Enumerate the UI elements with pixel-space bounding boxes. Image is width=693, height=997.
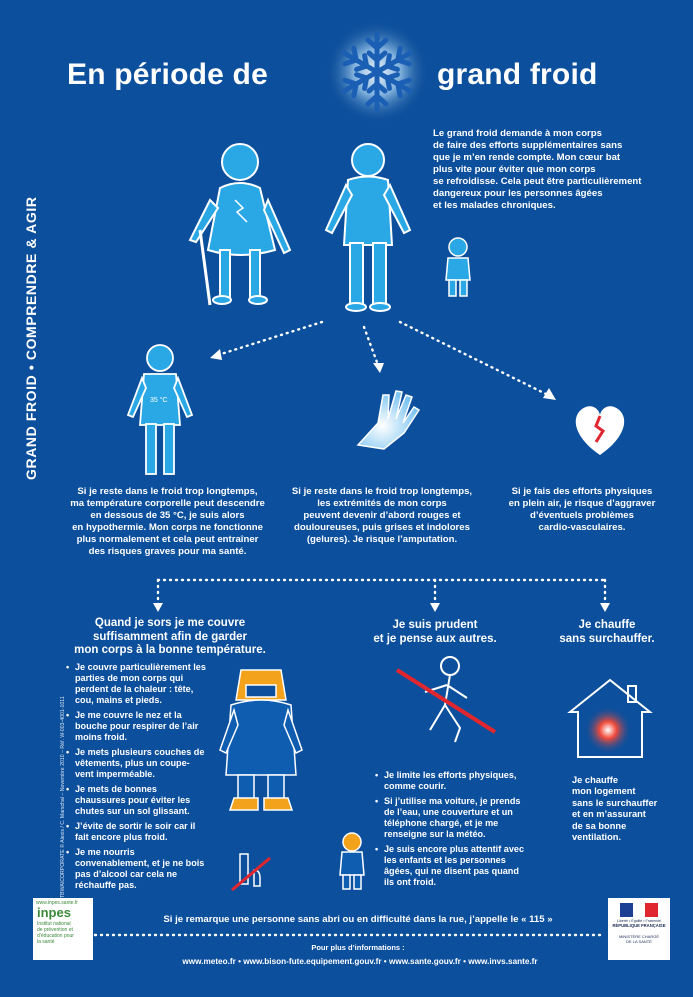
winter-clothes-figure bbox=[216, 665, 306, 815]
broken-heart-icon bbox=[570, 400, 630, 462]
heated-house-icon bbox=[562, 672, 662, 762]
frozen-hand-icon bbox=[348, 385, 428, 455]
tricolor-flag bbox=[620, 903, 658, 917]
side-banner: GRAND FROID • COMPRENDRE & AGIR bbox=[23, 196, 39, 480]
child-winter-figure bbox=[330, 830, 375, 892]
cover-list bbox=[66, 662, 206, 895]
republique-logo: Liberté • Égalité • Fraternité RÉPUBLIQUE FRANÇAISE MINISTÈRE CHARGÉ DE LA SANTÉ bbox=[608, 898, 670, 960]
list-item: • Je mets plusieurs couches de vêtements, plus un coupe-vent imperméable. bbox=[66, 747, 206, 780]
heat-heading: Je chauffe sans surchauffer. bbox=[559, 619, 655, 645]
list-item: • J’évite de sortir le soir car il fait encore plus froid. bbox=[66, 821, 206, 843]
intro-text: Le grand froid demande à mon corps de faire des efforts supplémentaires sans que je m’en rende compte. Mon cœur bat plus vite pour éviter que mon corps se refroidisse. Cela peut être particulièrement dangereux pour les personnes âgées et les malades chroniques. bbox=[433, 128, 642, 211]
info-label: Pour plus d’informations : bbox=[311, 943, 405, 952]
emergency-notice: Si je remarque une personne sans abri ou en difficulté dans la rue, j’appelle le « 115 » bbox=[163, 914, 553, 925]
link-bison-fute[interactable]: www.bison-fute.equipement.gouv.fr bbox=[243, 957, 382, 966]
cover-heading: Quand je sors je me couvre suffisamment afin de garder mon corps à la bonne température. bbox=[74, 617, 266, 656]
title-right: grand froid bbox=[437, 58, 598, 91]
list-item: • Je couvre particulièrement les parties de mon corps qui perdent de la chaleur : tête, cou, mains et pieds. bbox=[66, 662, 206, 706]
list-item: • Si j’utilise ma voiture, je prends de l’eau, une couverture et un téléphone chargé, et je me renseigne sur la météo. bbox=[375, 796, 530, 840]
link-invs[interactable]: www.invs.sante.fr bbox=[468, 957, 538, 966]
list-item: • Je limite les efforts physiques, comme courir. bbox=[375, 770, 530, 792]
title-left: En période de bbox=[67, 58, 268, 91]
list-item: • Je me couvre le nez et la bouche pour respirer de l’air moins froid. bbox=[66, 710, 206, 743]
hypothermia-figure bbox=[120, 340, 200, 485]
inpes-logo: www.inpes.sante.fr inpes Institut national de prévention et d’éducation pour la santé bbox=[33, 898, 93, 960]
link-meteo[interactable]: www.meteo.fr bbox=[182, 957, 236, 966]
prudent-heading: Je suis prudent et je pense aux autres. bbox=[373, 619, 497, 645]
consequence-hypothermia: Si je reste dans le froid trop longtemps, ma température corporelle peut descendre en dessous de 35 °C, je suis alors en hypothermie. Mon corps ne fonctionne plus normalement et cela peut entraîner des risques graves pour ma santé. bbox=[70, 486, 265, 557]
thermometer-label: 35 °C bbox=[150, 397, 168, 404]
consequence-frostbite: Si je reste dans le froid trop longtemps, les extrémités de mon corps peuvent devenir d’abord rouges et douloureuses, puis grises et indolores (gelures). Je risque l’amputation. bbox=[291, 486, 473, 545]
heat-text: Je chauffe mon logement sans le surchauffer et en m’assurant de sa bonne ventilation. bbox=[572, 775, 658, 843]
list-item: • Je suis encore plus attentif avec les enfants et les personnes âgées, qui ne disent pas quand ils ont froid. bbox=[375, 844, 530, 888]
consequence-cardio: Si je fais des efforts physiques en plein air, je risque d’aggraver d’éventuels problèmes cardio-vasculaires. bbox=[508, 486, 656, 533]
list-item: • Je me nourris convenablement, et je ne bois pas d’alcool car cela ne réchauffe pas. bbox=[66, 847, 206, 891]
list-item: • Je mets de bonnes chaussures pour éviter les chutes sur un sol glissant. bbox=[66, 784, 206, 817]
footer-links: www.meteo.fr • www.bison-fute.equipement.gouv.fr • www.sante.gouv.fr • www.invs.sante.fr bbox=[182, 957, 538, 966]
prudent-list bbox=[375, 770, 530, 892]
no-alcohol-icon bbox=[228, 848, 273, 893]
no-running-icon bbox=[395, 650, 500, 750]
link-sante[interactable]: www.sante.gouv.fr bbox=[388, 957, 461, 966]
credits-text: TBWA\CORPORATE © Alexis / C. Marschal – Novembre 2010 – Réf. W-003-4001-1011 bbox=[60, 696, 66, 898]
